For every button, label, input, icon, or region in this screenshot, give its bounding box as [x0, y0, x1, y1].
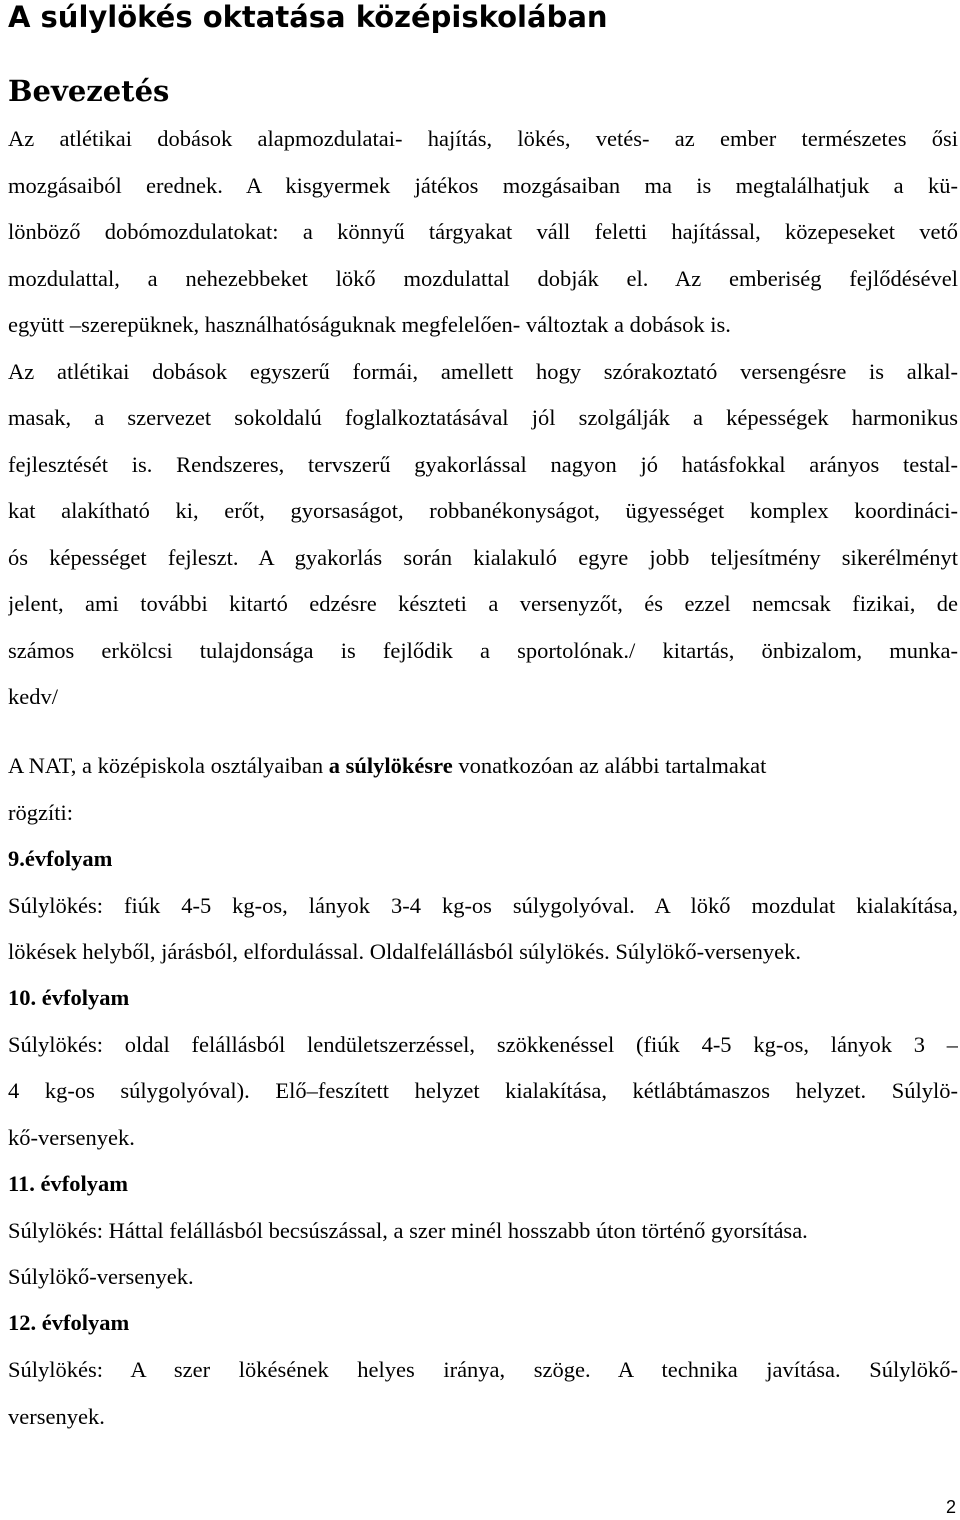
intro-line: masak, a szervezet sokoldalú foglalkoztatásával jól szolgálják a képességek harmonikus [8, 405, 958, 430]
grade-line: kő-versenyek. [8, 1125, 135, 1150]
nat-emphasis: a súlylökésre [328, 753, 453, 778]
intro-line: Az atlétikai dobások alapmozdulatai- hajítás, lökés, vetés- az ember természetes ősi [8, 126, 958, 151]
nat-paragraph-line: rögzíti: [8, 800, 73, 825]
page-number: 2 [945, 1497, 956, 1517]
grade-line: versenyek. [8, 1404, 105, 1429]
nat-text: A NAT, a középiskola osztályaiban [8, 753, 329, 778]
document-title: A súlylökés oktatása középiskolában [8, 0, 608, 34]
intro-line: számos erkölcsi tulajdonsága is fejlődik a sportolónak./ kitartás, önbizalom, munka- [8, 638, 958, 663]
intro-line: kat alakítható ki, erőt, gyorsaságot, robbanékonyságot, ügyességet komplex koordináci- [8, 498, 958, 523]
grade-heading: 11. évfolyam [8, 1171, 128, 1196]
grade-line: Súlylökés: fiúk 4-5 kg-os, lányok 3-4 kg-os súlygolyóval. A lökő mozdulat kialakítása, [8, 893, 958, 918]
nat-paragraph-line [8, 751, 958, 781]
nat-text: vonatkozóan az alábbi tartalmakat [452, 753, 767, 778]
intro-line: együtt –szerepüknek, használhatóságuknak megfelelően- változtak a dobások is. [8, 312, 731, 337]
grade-line: lökések helyből, járásból, elfordulással. Oldalfelállásból súlylökés. Súlylökő-versenyek. [8, 939, 801, 964]
intro-line: jelent, ami további kitartó edzésre készteti a versenyzőt, és ezzel nemcsak fizikai, de [8, 591, 958, 616]
intro-line: kedv/ [8, 684, 58, 709]
grade-line: Súlylökő-versenyek. [8, 1264, 194, 1289]
grade-line: Súlylökés: A szer lökésének helyes iránya, szöge. A technika javítása. Súlylökő- [8, 1357, 958, 1382]
intro-line: lönböző dobómozdulatokat: a könnyű tárgyakat váll feletti hajítással, közepeseket vető [8, 219, 958, 244]
grade-heading: 9.évfolyam [8, 846, 113, 871]
intro-line: Az atlétikai dobások egyszerű formái, amellett hogy szórakoztató versengésre is alkal- [8, 359, 958, 384]
intro-line: mozdulattal, a nehezebbeket lökő mozdulattal dobják el. Az emberiség fejlődésével [8, 266, 958, 291]
grade-heading: 12. évfolyam [8, 1310, 130, 1335]
grade-line: 4 kg-os súlygolyóval). Elő–feszített helyzet kialakítása, kétlábtámaszos helyzet. Súlylö- [8, 1078, 958, 1103]
grade-heading: 10. évfolyam [8, 985, 130, 1010]
intro-line: ós képességet fejleszt. A gyakorlás során kialakuló egyre jobb teljesítmény sikerélményt [8, 545, 958, 570]
intro-line: mozgásaiból erednek. A kisgyermek játékos mozgásaiban ma is megtalálhatjuk a kü- [8, 173, 958, 198]
grade-line: Súlylökés: Háttal felállásból becsúszással, a szer minél hosszabb úton történő gyorsítása. [8, 1218, 808, 1243]
grade-line: Súlylökés: oldal felállásból lendületszerzéssel, szökkenéssel (fiúk 4-5 kg-os, lányok 3 – [8, 1032, 958, 1057]
intro-line: fejlesztését is. Rendszeres, tervszerű gyakorlással nagyon jó hatásfokkal arányos testal- [8, 452, 958, 477]
section-heading: Bevezetés [8, 74, 170, 108]
